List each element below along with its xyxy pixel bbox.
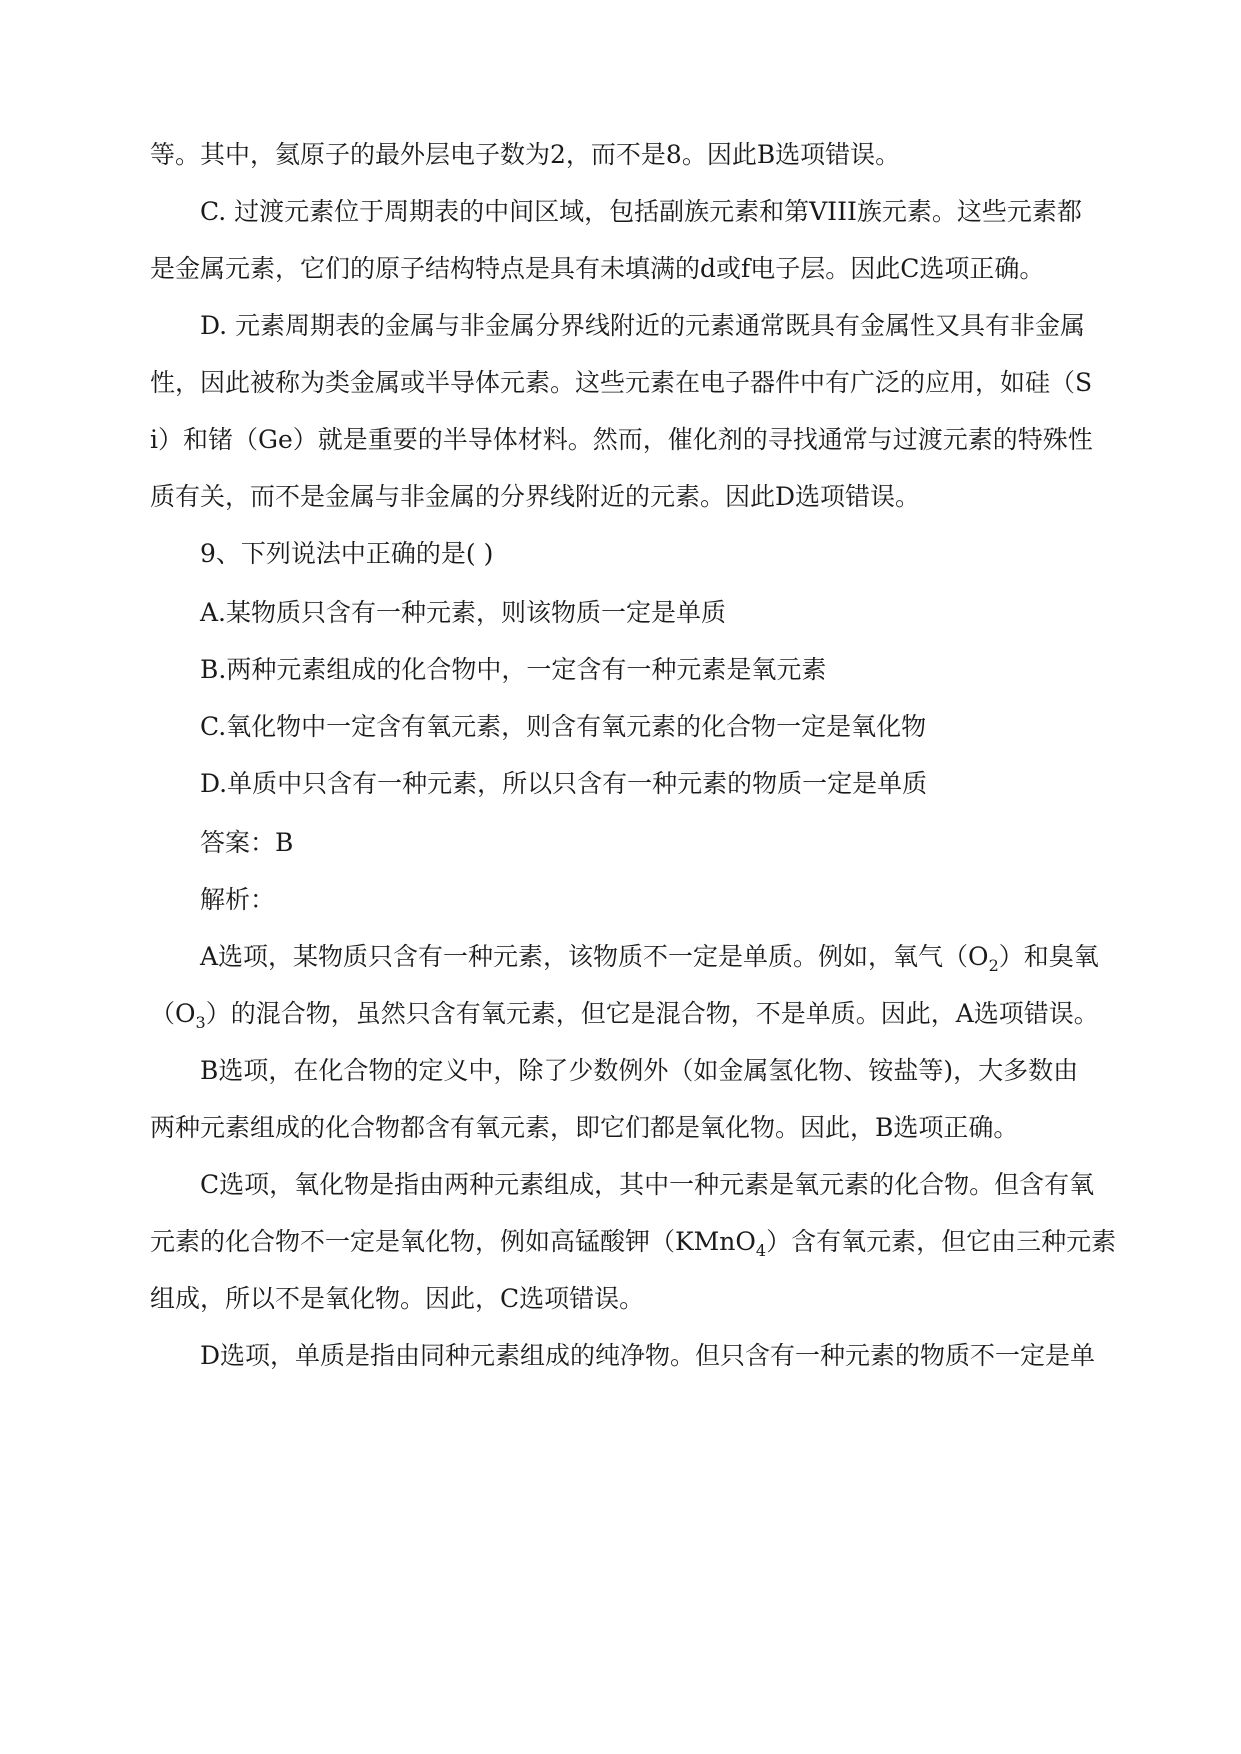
answer-line: 答案：B <box>200 828 294 857</box>
text-segment: ）的混合物，虽然只含有氧元素，但它是混合物，不是单质。因此，A选项错误。 <box>205 999 1099 1028</box>
text-line: 两种元素组成的化合物都含有氧元素，即它们都是氧化物。因此，B选项正确。 <box>150 1113 1019 1142</box>
text-line: D选项，单质是指由同种元素组成的纯净物。但只含有一种元素的物质不一定是单 <box>200 1341 1096 1370</box>
text-line: 组成，所以不是氧化物。因此，C选项错误。 <box>150 1284 645 1313</box>
option-b: B.两种元素组成的化合物中，一定含有一种元素是氧元素 <box>200 655 827 684</box>
text-segment: （O <box>150 999 196 1028</box>
option-a: A.某物质只含有一种元素，则该物质一定是单质 <box>200 598 727 627</box>
analysis-label: 解析： <box>200 885 276 914</box>
text-line: 等。其中，氦原子的最外层电子数为2，而不是8。因此B选项错误。 <box>150 140 901 169</box>
text-line: B选项，在化合物的定义中，除了少数例外（如金属氢化物、铵盐等)，大多数由 <box>200 1056 1079 1085</box>
text-line: D. 元素周期表的金属与非金属分界线附近的元素通常既具有金属性又具有非金属 <box>200 311 1086 340</box>
question-title: 9、下列说法中正确的是( ) <box>200 539 494 568</box>
text-line: 质有关，而不是金属与非金属的分界线附近的元素。因此D选项错误。 <box>150 482 921 511</box>
subscript: 4 <box>755 1241 767 1260</box>
text-line: 性，因此被称为类金属或半导体元素。这些元素在电子器件中有广泛的应用，如硅（S <box>150 368 1093 397</box>
option-c: C.氧化物中一定含有氧元素，则含有氧元素的化合物一定是氧化物 <box>200 712 927 741</box>
subscript: 3 <box>195 1013 206 1032</box>
text-line: 是金属元素，它们的原子结构特点是具有未填满的d或f电子层。因此C选项正确。 <box>150 254 1045 283</box>
text-line <box>200 942 1099 975</box>
text-line: C. 过渡元素位于周期表的中间区域，包括副族元素和第VIII族元素。这些元素都 <box>200 197 1082 226</box>
text-segment: 元素的化合物不一定是氧化物，例如高锰酸钾（KMnO <box>150 1227 756 1256</box>
text-segment: ）含有氧元素，但它由三种元素 <box>766 1227 1117 1256</box>
text-line: C选项，氧化物是指由两种元素组成，其中一种元素是氧元素的化合物。但含有氧 <box>200 1170 1095 1199</box>
text-line <box>150 1227 1117 1260</box>
text-line: i）和锗（Ge）就是重要的半导体材料。然而，催化剂的寻找通常与过渡元素的特殊性 <box>150 425 1093 454</box>
text-segment: ）和臭氧 <box>998 942 1099 971</box>
text-line <box>150 999 1099 1032</box>
option-d: D.单质中只含有一种元素，所以只含有一种元素的物质一定是单质 <box>200 769 928 798</box>
subscript: 2 <box>988 956 999 975</box>
text-segment: A选项，某物质只含有一种元素，该物质不一定是单质。例如，氧气（O <box>200 942 989 971</box>
